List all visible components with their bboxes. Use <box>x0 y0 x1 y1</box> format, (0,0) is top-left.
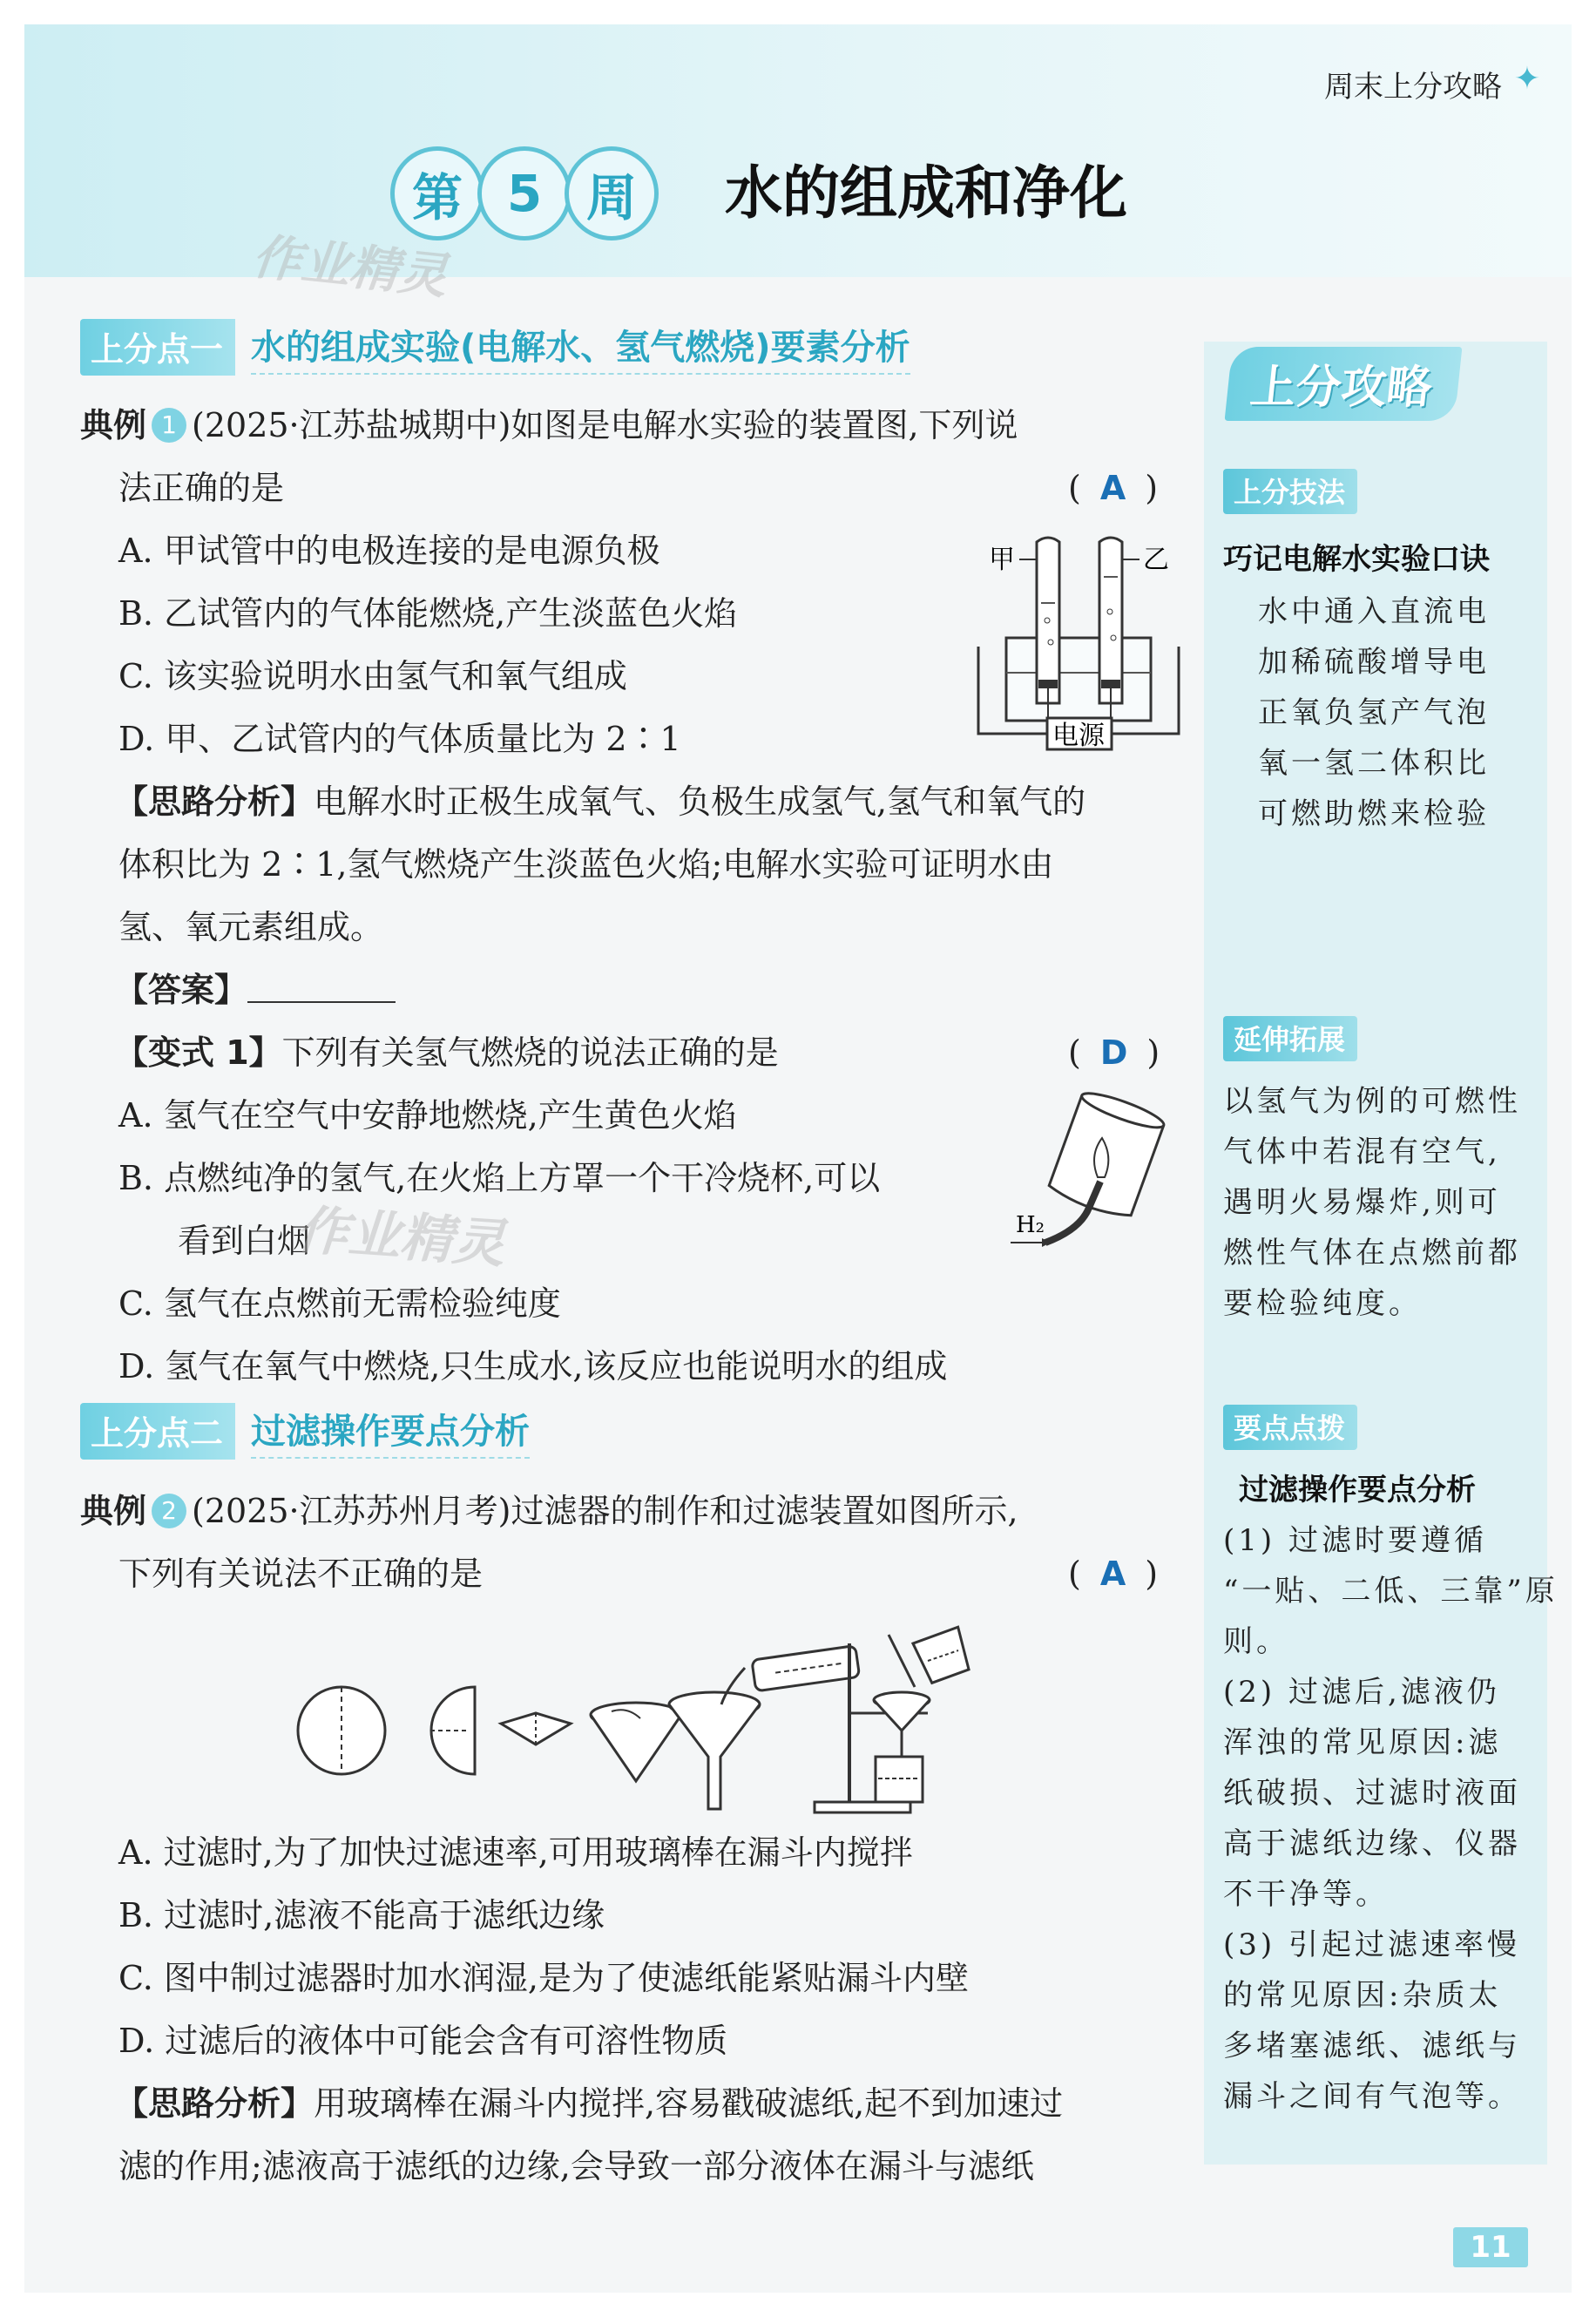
example-2-analysis-2: 滤的作用;滤液高于滤纸的边缘,会导致一部分液体在漏斗与滤纸 <box>118 2147 1034 2185</box>
answer-blank[interactable] <box>247 975 396 1003</box>
example-2-stem <box>80 1492 1018 1532</box>
answer-bracket: ( D ) <box>1068 1033 1160 1072</box>
answer-value: A <box>1099 469 1126 507</box>
section-heading-2 <box>80 1403 530 1460</box>
key-point-line: 的常见原因:杂质太 <box>1223 1978 1502 2013</box>
key-point-line: “一贴、二低、三靠”原 <box>1223 1574 1559 1609</box>
answer-value: D <box>1099 1033 1128 1072</box>
key-point-line: (3) 引起过滤速率慢 <box>1223 1927 1520 1962</box>
key-point-line: 则。 <box>1223 1624 1289 1659</box>
example-1-analysis-1 <box>115 782 1085 823</box>
analysis-label: 【思路分析】 <box>115 2084 314 2123</box>
option-a: A. 过滤时,为了加快过滤速率,可用玻璃棒在漏斗内搅拌 <box>118 1833 913 1872</box>
key-point-line: 高于滤纸边缘、仪器 <box>1223 1826 1521 1861</box>
answer-bracket: ( A ) <box>1068 1555 1159 1593</box>
section-tag: 上分点一 <box>80 319 235 376</box>
key-point-line: (2) 过滤后,滤液仍 <box>1223 1675 1500 1710</box>
watermark: 作业精灵 <box>294 1199 507 1276</box>
section-tag: 上分点二 <box>80 1403 235 1460</box>
analysis-label: 【思路分析】 <box>115 782 314 821</box>
tube-left-label: 甲 <box>989 545 1015 575</box>
key-point-line: 多堵塞滤纸、滤纸与 <box>1223 2029 1521 2063</box>
week-badge-char: 周 <box>565 146 659 241</box>
option-b: B. 乙试管内的气体能燃烧,产生淡蓝色火焰 <box>118 594 738 633</box>
page-title: 水的组成和净化 <box>725 159 1127 227</box>
extension-line: 要检验纯度。 <box>1223 1286 1422 1321</box>
sidebar-tag: 上分技法 <box>1223 469 1357 514</box>
extension-line: 燃性气体在点燃前都 <box>1223 1236 1521 1270</box>
sidebar-title: 上分攻略 <box>1225 347 1463 421</box>
week-badge-char: 第 <box>390 146 484 241</box>
mnemonic-line: 可燃助燃来检验 <box>1258 796 1490 831</box>
sidebar-tag: 延伸拓展 <box>1223 1016 1357 1061</box>
mnemonic-line: 正氧负氢产气泡 <box>1258 695 1490 730</box>
extension-line: 以氢气为例的可燃性 <box>1223 1084 1521 1119</box>
option-d: D. 过滤后的液体中可能会含有可溶性物质 <box>118 2022 728 2060</box>
option-d: D. 甲、乙试管内的气体质量比为 2∶1 <box>118 720 681 758</box>
key-point-line: (1) 过滤时要遵循 <box>1223 1523 1487 1558</box>
key-point-line: 浑浊的常见原因:滤 <box>1223 1725 1502 1760</box>
option-c: C. 该实验说明水由氢气和氧气组成 <box>118 657 627 695</box>
option-c: C. 氢气在点燃前无需检验纯度 <box>118 1284 561 1323</box>
extension-line: 遇明火易爆炸,则可 <box>1223 1185 1501 1220</box>
answer-line <box>115 971 396 1011</box>
key-point-line: 不干净等。 <box>1223 1877 1389 1912</box>
corner-label: 周末上分攻略 <box>1324 70 1502 105</box>
option-b: B. 过滤时,滤液不能高于滤纸边缘 <box>118 1896 605 1934</box>
watermark: 作业精灵 <box>249 228 450 306</box>
analysis-text: 用玻璃棒在漏斗内搅拌,容易戳破滤纸,起不到加速过 <box>314 2084 1064 2123</box>
answer-value: A <box>1099 1555 1126 1593</box>
option-b: B. 点燃纯净的氢气,在火焰上方罩一个干冷烧杯,可以 <box>118 1159 881 1197</box>
example-1-analysis-2: 体积比为 2∶1,氢气燃烧产生淡蓝色火焰;电解水实验可证明水由 <box>118 845 1054 884</box>
mnemonic-line: 水中通入直流电 <box>1258 594 1490 629</box>
tube-right-label: 乙 <box>1143 545 1169 575</box>
example-stem-line1: (2025·江苏苏州月考)过滤器的制作和过滤装置如图所示, <box>192 1492 1018 1530</box>
option-c: C. 图中制过滤器时加水润湿,是为了使滤纸能紧贴漏斗内壁 <box>118 1959 969 1997</box>
answer-label: 【答案】 <box>115 971 248 1009</box>
filtration-figure <box>287 1617 1011 1818</box>
variant-label: 【变式 1】 <box>115 1033 282 1072</box>
variant-stem: 下列有关氢气燃烧的说法正确的是 <box>281 1033 779 1072</box>
option-a: A. 甲试管中的电极连接的是电源负极 <box>118 532 660 570</box>
week-badge-number: 5 <box>477 146 571 241</box>
example-1-analysis-3: 氢、氧元素组成。 <box>118 908 384 946</box>
mnemonic-line: 加稀硫酸增导电 <box>1258 645 1490 680</box>
example-1-stem-line2: 法正确的是 <box>118 469 285 507</box>
answer-bracket: ( A ) <box>1068 469 1159 507</box>
section-title: 过滤操作要点分析 <box>251 1404 530 1459</box>
example-label: 典例 <box>80 406 147 444</box>
option-b-continued: 看到白烟 <box>178 1222 311 1260</box>
example-number: 1 <box>152 408 186 443</box>
variant-1-stem <box>115 1033 779 1074</box>
example-label: 典例 <box>80 1492 147 1530</box>
section-heading-1 <box>80 319 910 376</box>
analysis-text: 电解水时正极生成氧气、负极生成氢气,氢气和氧气的 <box>314 782 1086 821</box>
mnemonic-line: 氧一氢二体积比 <box>1258 746 1490 781</box>
page-number: 11 <box>1453 2227 1528 2267</box>
sidebar-heading: 过滤操作要点分析 <box>1239 1473 1476 1507</box>
example-2-stem-line2: 下列有关说法不正确的是 <box>118 1555 484 1593</box>
electrolysis-figure <box>976 533 1185 751</box>
sidebar-heading: 巧记电解水实验口诀 <box>1223 542 1490 577</box>
example-1-stem <box>80 406 1018 446</box>
example-2-analysis-1 <box>115 2084 1063 2124</box>
key-point-line: 纸破损、过滤时液面 <box>1223 1776 1521 1811</box>
example-stem-line1: (2025·江苏盐城期中)如图是电解水实验的装置图,下列说 <box>192 406 1018 444</box>
sparkle-icon: ✦ <box>1513 61 1540 97</box>
sidebar-tag: 要点点拨 <box>1223 1405 1357 1450</box>
hydrogen-burning-figure <box>1011 1094 1176 1251</box>
section-title: 水的组成实验(电解水、氢气燃烧)要素分析 <box>251 320 910 375</box>
example-number: 2 <box>152 1494 186 1528</box>
option-a: A. 氢气在空气中安静地燃烧,产生黄色火焰 <box>118 1096 737 1135</box>
week-badge <box>390 146 652 241</box>
key-point-line: 漏斗之间有气泡等。 <box>1223 2079 1521 2114</box>
option-d: D. 氢气在氧气中燃烧,只生成水,该反应也能说明水的组成 <box>118 1347 948 1385</box>
extension-line: 气体中若混有空气, <box>1223 1135 1501 1169</box>
hydrogen-label: H₂ <box>1016 1212 1045 1238</box>
power-source-label: 电源 <box>1052 721 1105 751</box>
